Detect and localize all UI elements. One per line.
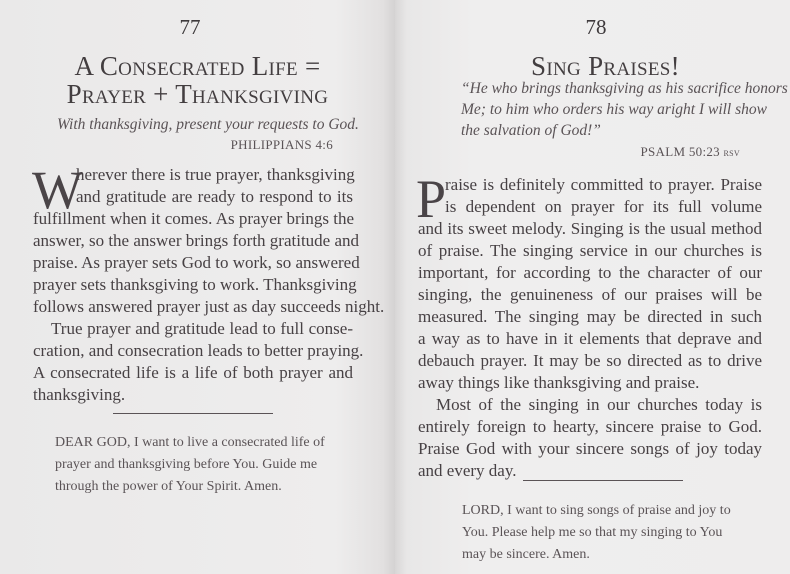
body-line: fulfillment when it comes. As prayer brings the: [33, 209, 355, 228]
body-line: and gratitude are ready to respond to its: [76, 187, 353, 206]
reference-version: rsv: [723, 145, 740, 159]
prayer-line: You. Please help me so that my singing to You: [462, 525, 723, 540]
body-line: cration, and consecration leads to better praying.: [33, 341, 364, 360]
body-line: and every day.: [418, 461, 517, 480]
drop-cap: P: [416, 169, 447, 229]
body-line: and its sweet melody. Singing is the usual method: [418, 219, 762, 238]
body-line: entirely foreign to hearty, sincere praise to God.: [418, 417, 762, 436]
body-line: A consecrated life is a life of both prayer and: [33, 363, 353, 382]
page-number: 77: [179, 15, 201, 39]
body-line: singing, the genuineness of our praises will be: [418, 285, 762, 304]
epigraph-line: the salvation of God!”: [461, 122, 601, 139]
divider: [113, 413, 273, 414]
page-title: Sing Praises!: [531, 51, 680, 81]
page-title-line: Prayer + Thanksgiving: [66, 79, 329, 109]
body-line: Most of the singing in our churches today is: [436, 395, 762, 414]
prayer-line: prayer and thanksgiving before You. Guide me: [55, 457, 318, 472]
right-page: [395, 0, 790, 574]
body-line: follows answered prayer just as day succeeds night.: [33, 297, 385, 316]
page-number: 78: [585, 15, 607, 39]
drop-cap: W: [32, 160, 83, 220]
reference-text: PSALM 50:23: [640, 144, 720, 159]
scripture-reference: [640, 144, 740, 160]
body-line: Praise God with your sincere songs of joy today: [418, 439, 762, 458]
body-line: debauch prayer. It may be so directed as to drive: [418, 351, 762, 370]
body-line: raise is definitely committed to prayer. Praise: [445, 175, 762, 194]
epigraph: With thanksgiving, present your requests to God.: [57, 116, 359, 133]
body-line: praise. As prayer sets God to work, so answered: [33, 253, 360, 272]
divider: [523, 480, 683, 481]
body-line: a way as to have in it elements that deprave and: [418, 329, 762, 348]
epigraph-line: Me; to him who orders his way aright I will show: [461, 101, 767, 118]
body-line: herever there is true prayer, thanksgiving: [76, 165, 355, 184]
prayer-line: may be sincere. Amen.: [462, 547, 590, 562]
body-line: measured. The singing may be directed in such: [418, 307, 762, 326]
body-line: important, for according to the character of our: [418, 263, 762, 282]
body-line: True prayer and gratitude lead to full conse-: [51, 319, 353, 338]
prayer-line: LORD, I want to sing songs of praise and joy to: [462, 503, 731, 518]
body-line: thanksgiving.: [33, 385, 126, 404]
prayer-line: through the power of Your Spirit. Amen.: [55, 479, 282, 494]
body-line: prayer sets thanksgiving to work. Thanksgiving: [33, 275, 357, 294]
scripture-reference: PHILIPPIANS 4:6: [230, 137, 333, 152]
epigraph-line: “He who brings thanksgiving as his sacrifice honors: [461, 80, 788, 97]
body-line: answer, so the answer brings forth gratitude and: [33, 231, 360, 250]
body-line: of praise. The singing service in our churches is: [418, 241, 762, 260]
page-title-line: A Consecrated Life =: [74, 51, 321, 81]
body-line: away things like thanksgiving and praise.: [418, 373, 700, 392]
body-line: is dependent on prayer for its full volume: [445, 197, 762, 216]
prayer-line: DEAR GOD, I want to live a consecrated life of: [55, 435, 325, 450]
